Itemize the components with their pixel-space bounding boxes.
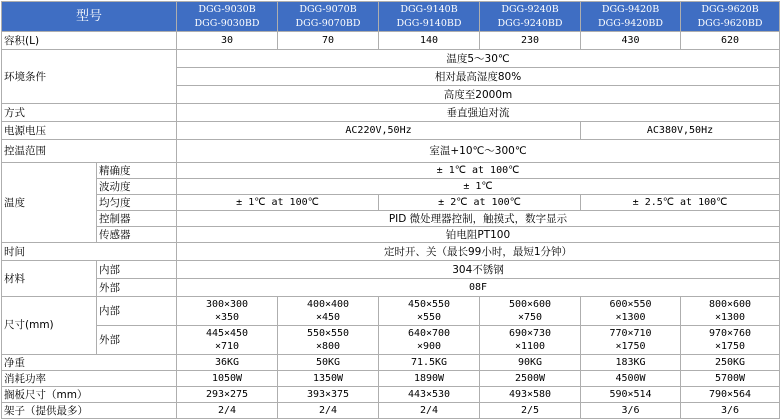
size-inner-value (681, 297, 780, 326)
time-label: 时间 (2, 243, 177, 261)
weight-value: 90KG (480, 355, 581, 371)
time-row (2, 243, 780, 261)
power-value-220v: AC220V,50Hz (177, 122, 581, 140)
model-name-variant: DGG-9620BD (697, 17, 763, 29)
size-dims: 500×600 (508, 299, 552, 310)
model-column (177, 2, 278, 32)
model-column (681, 2, 780, 32)
controller-value: PID 微处理器控制，触摸式，数字显示 (177, 211, 780, 227)
size-inner-value (480, 297, 581, 326)
fluctuation-value: ± 1℃ (177, 179, 780, 195)
environment-temperature: 温度5～30℃ (177, 50, 780, 68)
model-name: DGG-9420B (601, 3, 660, 15)
size-depth: ×750 (517, 312, 543, 323)
weight-label: 净重 (2, 355, 177, 371)
size-dims: 400×400 (306, 299, 350, 310)
shelves-value: 2/5 (480, 403, 581, 419)
size-dims: 550×550 (306, 328, 350, 339)
method-row (2, 104, 780, 122)
material-inner-value: 304不锈钢 (177, 261, 780, 279)
material-label: 材料 (2, 261, 97, 297)
shelves-value: 3/6 (681, 403, 780, 419)
capacity-value: 140 (379, 32, 480, 50)
model-header-row (2, 2, 780, 32)
size-inner-label: 内部 (97, 297, 177, 326)
power-label: 电源电压 (2, 122, 177, 140)
power-consumption-value: 5700W (681, 371, 780, 387)
fluctuation-label: 波动度 (97, 179, 177, 195)
temperature-fluctuation-row (2, 179, 780, 195)
shelf-size-value: 493×580 (480, 387, 581, 403)
size-dims: 970×760 (708, 328, 752, 339)
material-inner-row (2, 261, 780, 279)
size-depth: ×350 (214, 312, 240, 323)
size-outer-value (480, 326, 581, 355)
sensor-label: 传感器 (97, 227, 177, 243)
capacity-value: 430 (581, 32, 681, 50)
size-dims: 690×730 (508, 328, 552, 339)
uniformity-value: ± 1℃ at 100℃ (177, 195, 379, 211)
shelves-value: 2/4 (278, 403, 379, 419)
size-dims: 770×710 (609, 328, 652, 339)
temperature-controller-row (2, 211, 780, 227)
uniformity-value: ± 2.5℃ at 100℃ (581, 195, 780, 211)
spec-table (1, 1, 780, 419)
size-depth: ×550 (416, 312, 442, 323)
capacity-value: 230 (480, 32, 581, 50)
accuracy-value: ± 1℃ at 100℃ (177, 163, 780, 179)
power-consumption-value: 1050W (177, 371, 278, 387)
size-inner-row (2, 297, 780, 326)
size-outer-value (581, 326, 681, 355)
size-dims: 300×300 (205, 299, 249, 310)
temperature-uniformity-row (2, 195, 780, 211)
method-label: 方式 (2, 104, 177, 122)
range-value: 室温+10℃～300℃ (177, 140, 780, 163)
size-depth: ×450 (315, 312, 341, 323)
shelves-value: 2/4 (177, 403, 278, 419)
model-name-variant: DGG-9070BD (295, 17, 361, 29)
size-dims: 450×550 (407, 299, 451, 310)
shelf-size-value: 790×564 (681, 387, 780, 403)
shelf-size-label: 搁板尺寸（mm） (2, 387, 177, 403)
uniformity-value: ± 2℃ at 100℃ (379, 195, 581, 211)
size-dims: 600×550 (609, 299, 652, 310)
capacity-label: 容积(L) (2, 32, 177, 50)
size-depth: ×1750 (714, 341, 746, 352)
temperature-accuracy-row (2, 163, 780, 179)
weight-row (2, 355, 780, 371)
size-outer-value (177, 326, 278, 355)
size-outer-row (2, 326, 780, 355)
power-consumption-value: 1350W (278, 371, 379, 387)
size-label: 尺寸(mm) (2, 297, 97, 355)
size-dims: 800×600 (708, 299, 752, 310)
model-header-label: 型号 (2, 2, 177, 32)
model-column (480, 2, 581, 32)
size-depth: ×1300 (714, 312, 746, 323)
material-outer-value: 08F (177, 279, 780, 297)
capacity-value: 70 (278, 32, 379, 50)
size-inner-value (581, 297, 681, 326)
weight-value: 183KG (581, 355, 681, 371)
size-outer-label: 外部 (97, 326, 177, 355)
size-dims: 445×450 (205, 328, 249, 339)
range-row (2, 140, 780, 163)
power-consumption-value: 4500W (581, 371, 681, 387)
model-name-variant: DGG-9140BD (396, 17, 462, 29)
material-inner-label: 内部 (97, 261, 177, 279)
size-inner-value (177, 297, 278, 326)
weight-value: 71.5KG (379, 355, 480, 371)
model-name-variant: DGG-9030BD (194, 17, 260, 29)
shelf-size-value: 590×514 (581, 387, 681, 403)
power-row (2, 122, 780, 140)
model-name: DGG-9140B (400, 3, 458, 15)
controller-label: 控制器 (97, 211, 177, 227)
material-outer-row (2, 279, 780, 297)
size-inner-value (379, 297, 480, 326)
environment-altitude: 高度至2000m (177, 86, 780, 104)
shelves-value: 3/6 (581, 403, 681, 419)
power-consumption-value: 2500W (480, 371, 581, 387)
size-inner-value (278, 297, 379, 326)
size-depth: ×800 (315, 341, 341, 352)
uniformity-label: 均匀度 (97, 195, 177, 211)
model-column (581, 2, 681, 32)
model-name-variant: DGG-9420BD (598, 17, 663, 29)
model-name: DGG-9030B (198, 3, 256, 15)
environment-humidity: 相对最高湿度80% (177, 68, 780, 86)
model-name-variant: DGG-9240BD (497, 17, 563, 29)
size-depth: ×1300 (615, 312, 646, 323)
size-depth: ×1750 (615, 341, 646, 352)
weight-value: 36KG (177, 355, 278, 371)
power-value-380v: AC380V,50Hz (581, 122, 780, 140)
temperature-label: 温度 (2, 163, 97, 243)
environment-row (2, 50, 780, 68)
capacity-row (2, 32, 780, 50)
environment-label: 环境条件 (2, 50, 177, 104)
power-consumption-label: 消耗功率 (2, 371, 177, 387)
model-name: DGG-9240B (501, 3, 559, 15)
weight-value: 250KG (681, 355, 780, 371)
size-depth: ×1100 (514, 341, 546, 352)
sensor-value: 铂电阻PT100 (177, 227, 780, 243)
size-dims: 640×700 (407, 328, 451, 339)
size-outer-value (379, 326, 480, 355)
shelf-size-value: 443×530 (379, 387, 480, 403)
shelf-size-row (2, 387, 780, 403)
shelves-label: 架子（提供最多） (2, 403, 177, 419)
capacity-value: 30 (177, 32, 278, 50)
model-name: DGG-9620B (701, 3, 759, 15)
power-consumption-value: 1890W (379, 371, 480, 387)
power-consumption-row (2, 371, 780, 387)
accuracy-label: 精确度 (97, 163, 177, 179)
size-depth: ×710 (214, 341, 240, 352)
model-column (278, 2, 379, 32)
temperature-sensor-row (2, 227, 780, 243)
shelf-size-value: 393×375 (278, 387, 379, 403)
model-name: DGG-9070B (299, 3, 357, 15)
size-depth: ×900 (416, 341, 442, 352)
time-value: 定时开、关（最长99小时，最短1分钟） (177, 243, 780, 261)
material-outer-label: 外部 (97, 279, 177, 297)
model-column (379, 2, 480, 32)
shelf-size-value: 293×275 (177, 387, 278, 403)
method-value: 垂直强迫对流 (177, 104, 780, 122)
capacity-value: 620 (681, 32, 780, 50)
weight-value: 50KG (278, 355, 379, 371)
range-label: 控温范围 (2, 140, 177, 163)
size-outer-value (681, 326, 780, 355)
size-outer-value (278, 326, 379, 355)
shelves-value: 2/4 (379, 403, 480, 419)
shelves-row (2, 403, 780, 419)
